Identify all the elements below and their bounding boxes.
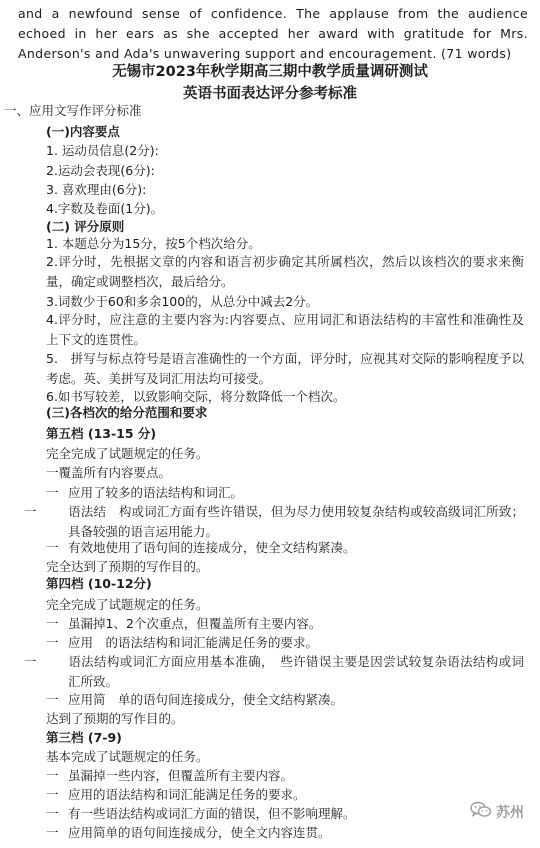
list-item-text: 应用的语法结构和词汇能满足任务的要求。 xyxy=(68,787,306,802)
dash-bullet: 一 xyxy=(46,616,59,631)
list-item: 1. 运动员信息(2分): xyxy=(46,143,159,158)
grade5-result: 完全达到了预期的写作目的。 xyxy=(46,559,209,574)
part3-heading: (三)各档次的给分范围和要求 xyxy=(46,405,208,420)
list-item: 4.字数及卷面(1分)。 xyxy=(46,201,164,216)
grade3-heading: 第三档 (7-9) xyxy=(46,730,122,745)
dash-bullet: 一 xyxy=(46,825,59,840)
dash-bullet: 一 xyxy=(46,692,59,707)
watermark xyxy=(470,801,524,823)
list-item xyxy=(46,540,356,556)
list-item: 3. 喜欢理由(6分): xyxy=(46,182,147,197)
list-item: 3.词数少于60和多余100的，从总分中减去2分。 xyxy=(46,294,319,309)
document-subtitle: 英语书面表达评分参考标准 xyxy=(183,86,357,102)
list-item-text: 应用简单的语句间连接成分，使全文内容连贯。 xyxy=(68,825,331,840)
dash-bullet: 一 xyxy=(46,540,59,555)
grade5-summary: 完全完成了试题规定的任务。 xyxy=(46,446,209,461)
list-item xyxy=(46,616,321,632)
list-item-text: 语法结构或词汇方面应用基本准确， 些许错误主要是因尝试较复杂语法结构或词汇所致。 xyxy=(68,654,524,689)
intro-paragraph xyxy=(18,4,528,64)
wechat-icon xyxy=(470,801,496,823)
dash-bullet: 一 xyxy=(24,504,37,519)
list-item: 4.评分时，应注意的主要内容为:内容要点、应用词汇和语法结构的丰富性和准确性及上下文的连贯性。 xyxy=(46,312,524,347)
dash-bullet: 一 xyxy=(46,635,59,650)
document-title: 无锡市2023年秋学期高三期中教学质量调研测试 xyxy=(112,64,428,80)
list-item-text: 虽漏掉1、2个次重点，但覆盖所有主要内容。 xyxy=(68,616,322,631)
list-item-text: 有一些语法结构或词汇方面的错误，但不影响理解。 xyxy=(68,806,356,821)
list-item: 2.评分时，先根据文章的内容和语言初步确定其所属档次，然后以该档次的要求来衡量，确定或调整档次，最后给分。 xyxy=(46,254,524,289)
part2-heading: (二) 评分原则 xyxy=(46,219,125,234)
dash-bullet: 一 xyxy=(46,768,59,783)
list-item-text: 语法结 构或词汇方面有些许错误，但为尽力使用较复杂结构或较高级词汇所致；具备较强的语言运用能力。 xyxy=(68,504,524,539)
list-item-text: 应用简 单的语句间连接成分，使全文结构紧凑。 xyxy=(68,692,344,707)
list-item: 1. 本题总分为15分，按5个档次给分。 xyxy=(46,236,261,251)
list-item-text: 虽漏掉一些内容，但覆盖所有主要内容。 xyxy=(68,768,294,783)
dash-bullet: 一 xyxy=(46,787,59,802)
dash-bullet: 一 xyxy=(46,806,59,821)
list-item: 5. 拼写与标点符号是语言准确性的一个方面，评分时，应视其对交际的影响程度予以考虑。英、美拼写及词汇用法均可接受。 xyxy=(46,351,524,386)
part1-heading: (一)内容要点 xyxy=(46,124,120,139)
intro-text: and a newfound sense of confidence. The applause from the audience echoed in her ears as she accepted her award with gratitude for Mrs. Anderson's and Ada's unwavering support and encouragement. (71 words) xyxy=(18,6,528,61)
list-item: 2.运动会表现(6分): xyxy=(46,163,155,178)
grade4-result: 达到了预期的写作目的。 xyxy=(46,711,184,726)
dash-bullet: 一 xyxy=(46,485,59,500)
dash-bullet: 一 xyxy=(24,654,37,669)
list-item xyxy=(46,692,343,708)
list-item xyxy=(46,825,331,841)
grade4-heading: 第四档 (10-12分) xyxy=(46,576,152,591)
list-item xyxy=(46,806,356,822)
grade3-summary: 基本完成了试题规定的任务。 xyxy=(46,749,209,764)
list-item xyxy=(24,652,524,692)
list-item xyxy=(46,635,318,651)
list-item: 一覆盖所有内容要点。 xyxy=(46,465,172,480)
list-item xyxy=(46,768,293,784)
grade5-heading: 第五档 (13-15 分) xyxy=(46,426,157,441)
grade4-summary: 完全完成了试题规定的任务。 xyxy=(46,597,209,612)
list-item-text: 应用了较多的语法结构和词汇。 xyxy=(68,485,244,500)
list-item xyxy=(46,485,243,501)
list-item-text: 应用 的语法结构和词汇能满足任务的要求。 xyxy=(68,635,319,650)
section-heading: 一、应用文写作评分标准 xyxy=(4,103,142,118)
list-item xyxy=(46,787,306,803)
list-item xyxy=(24,502,524,542)
list-item: 6.如书写较差，以致影响交际，将分数降低一个档次。 xyxy=(46,389,346,404)
list-item-text: 有效地使用了语句间的连接成分，使全文结构紧凑。 xyxy=(68,540,356,555)
watermark-text: 苏州 xyxy=(496,805,524,821)
